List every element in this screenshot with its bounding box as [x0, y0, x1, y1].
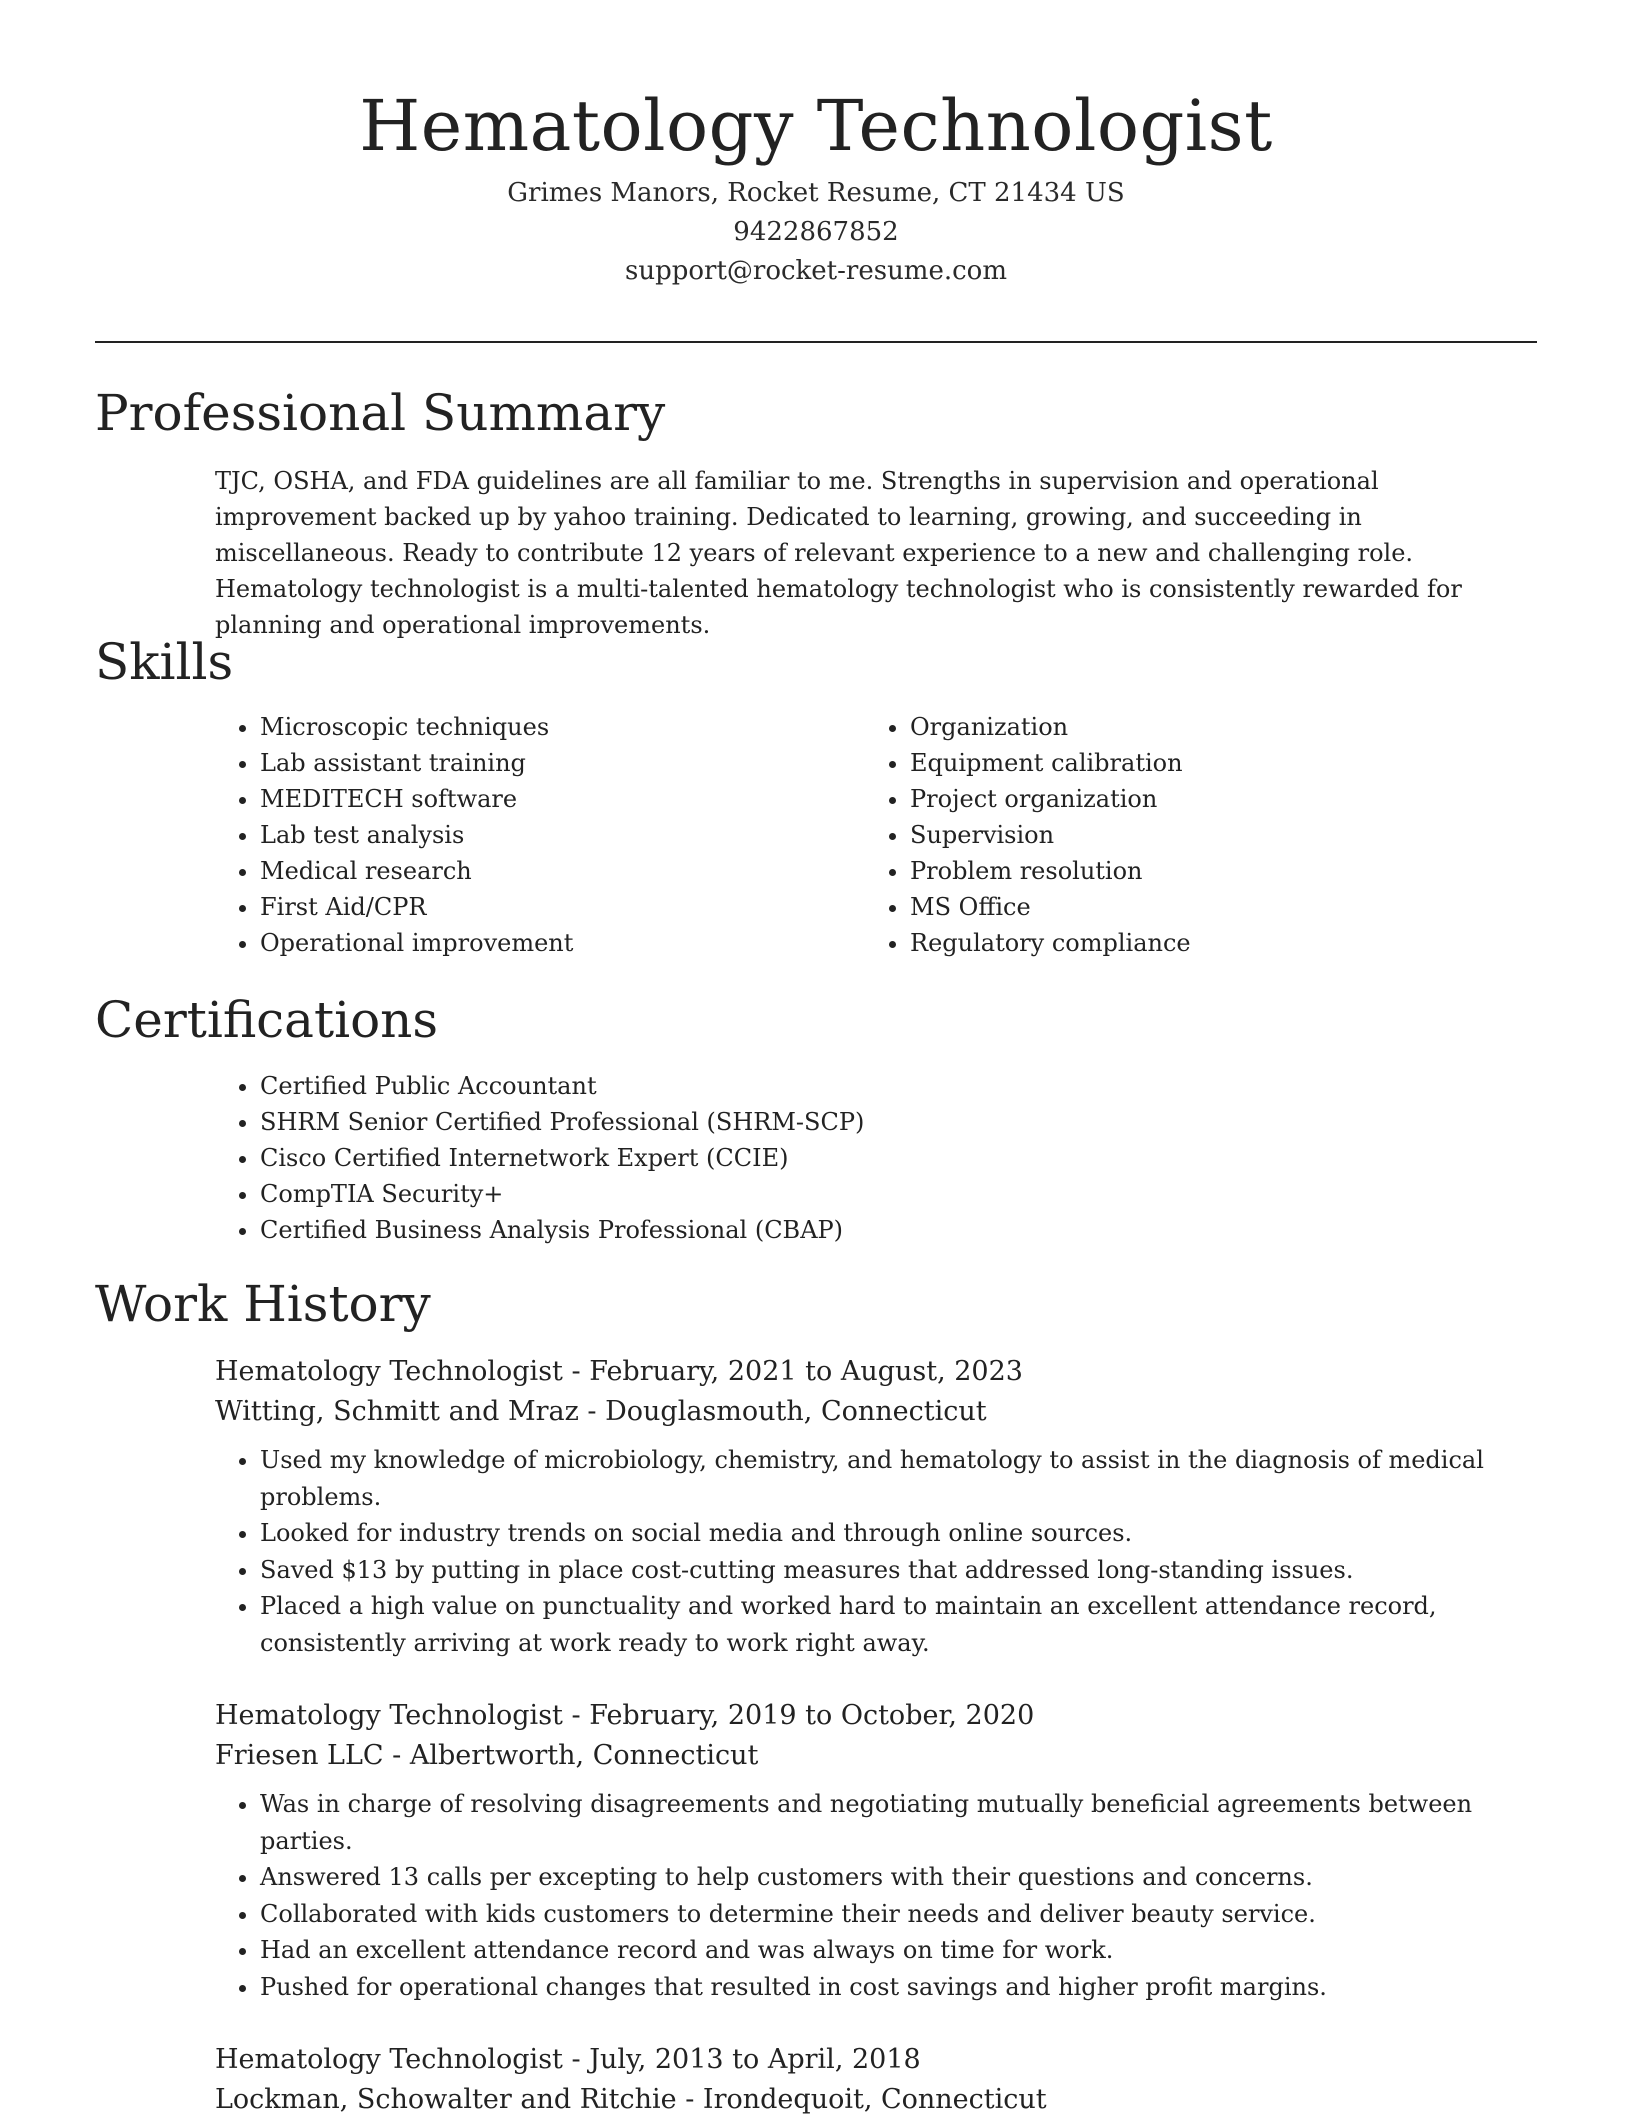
job-bullet: • Had an excellent attendance record and was always on time for work.: [260, 1932, 1515, 1969]
header-divider: [95, 341, 1537, 343]
skill-item: • Lab assistant training: [260, 745, 815, 781]
address-text: Grimes Manors, Rocket Resume, CT 21434 US: [507, 178, 1125, 208]
skill-item: • Operational improvement: [260, 925, 815, 961]
certification-item: • Certified Public Accountant: [260, 1068, 1515, 1104]
job-bullet: • Pushed for operational changes that resulted in cost savings and higher profit margins.: [260, 1969, 1515, 2006]
certifications-list: [215, 1068, 1515, 1248]
skill-item: • Lab test analysis: [260, 817, 815, 853]
skill-item: • First Aid/CPR: [260, 889, 815, 925]
skills-heading: Skills: [95, 633, 234, 691]
job-entry: [215, 2040, 1515, 2120]
job-heading: Hematology Technologist - July, 2013 to April, 2018: [215, 2044, 921, 2075]
certification-item: • Certified Business Analysis Professional (CBAP): [260, 1212, 1515, 1248]
skill-item: • Problem resolution: [910, 853, 1515, 889]
job-bullet: • Saved $13 by putting in place cost-cutting measures that addressed long-standing issues.: [260, 1552, 1515, 1589]
job-bullet: • Looked for industry trends on social media and through online sources.: [260, 1515, 1515, 1552]
job-bullet: • Was in charge of resolving disagreements and negotiating mutually beneficial agreements between parties.: [260, 1786, 1515, 1859]
certification-item: • CompTIA Security+: [260, 1176, 1515, 1212]
resume-header: [0, 78, 1632, 291]
certification-item: • SHRM Senior Certified Professional (SHRM-SCP): [260, 1104, 1515, 1140]
job-heading: Hematology Technologist - February, 2019 to October, 2020: [215, 1700, 1035, 1731]
contact-block: [0, 174, 1632, 291]
job-entry: [215, 1696, 1515, 2005]
skill-item: • Regulatory compliance: [910, 925, 1515, 961]
job-bullet: • Used my knowledge of microbiology, chemistry, and hematology to assist in the diagnosis of medical problems.: [260, 1442, 1515, 1515]
certification-item: • Cisco Certified Internetwork Expert (CCIE): [260, 1140, 1515, 1176]
job-bullet: • Answered 13 calls per excepting to help customers with their questions and concerns.: [260, 1859, 1515, 1896]
phone-text: 9422867852: [733, 217, 899, 247]
email-text: support@rocket-resume.com: [624, 256, 1007, 286]
skill-item: • Microscopic techniques: [260, 709, 815, 745]
job-bullet: • Collaborated with kids customers to determine their needs and deliver beauty service.: [260, 1896, 1515, 1933]
skill-item: • Equipment calibration: [910, 745, 1515, 781]
candidate-name: Hematology Technologist: [359, 85, 1273, 167]
skills-column-left: [215, 709, 815, 961]
job-entry: [215, 1352, 1515, 1661]
skill-item: • Medical research: [260, 853, 815, 889]
skill-item: • Organization: [910, 709, 1515, 745]
job-company: Friesen LLC - Albertworth, Connecticut: [215, 1740, 759, 1771]
job-bullet: • Placed a high value on punctuality and worked hard to maintain an excellent attendance record, consistently arriving at work ready to work right away.: [260, 1588, 1515, 1661]
job-heading: Hematology Technologist - February, 2021 to August, 2023: [215, 1356, 1023, 1387]
job-company: Witting, Schmitt and Mraz - Douglasmouth, Connecticut: [215, 1396, 987, 1427]
skill-item: • Project organization: [910, 781, 1515, 817]
summary-heading: Professional Summary: [95, 384, 666, 442]
skill-item: • MS Office: [910, 889, 1515, 925]
skill-item: • MEDITECH software: [260, 781, 815, 817]
summary-text: TJC, OSHA, and FDA guidelines are all familiar to me. Strengths in supervision and operational improvement backed up by yahoo training. Dedicated to learning, growing, and succeeding in miscellaneous. Ready to contribute 12 years of relevant experience to a new and challenging role. Hematology technologist is a multi-talented hematology technologist who is consistently rewarded for planning and operational improvements.: [215, 467, 1462, 639]
work-history-heading: Work History: [95, 1275, 431, 1333]
skills-column-right: [865, 709, 1515, 961]
certifications-heading: Certifications: [95, 991, 439, 1049]
job-company: Lockman, Schowalter and Ritchie - Irondequoit, Connecticut: [215, 2084, 1047, 2115]
skill-item: • Supervision: [910, 817, 1515, 853]
